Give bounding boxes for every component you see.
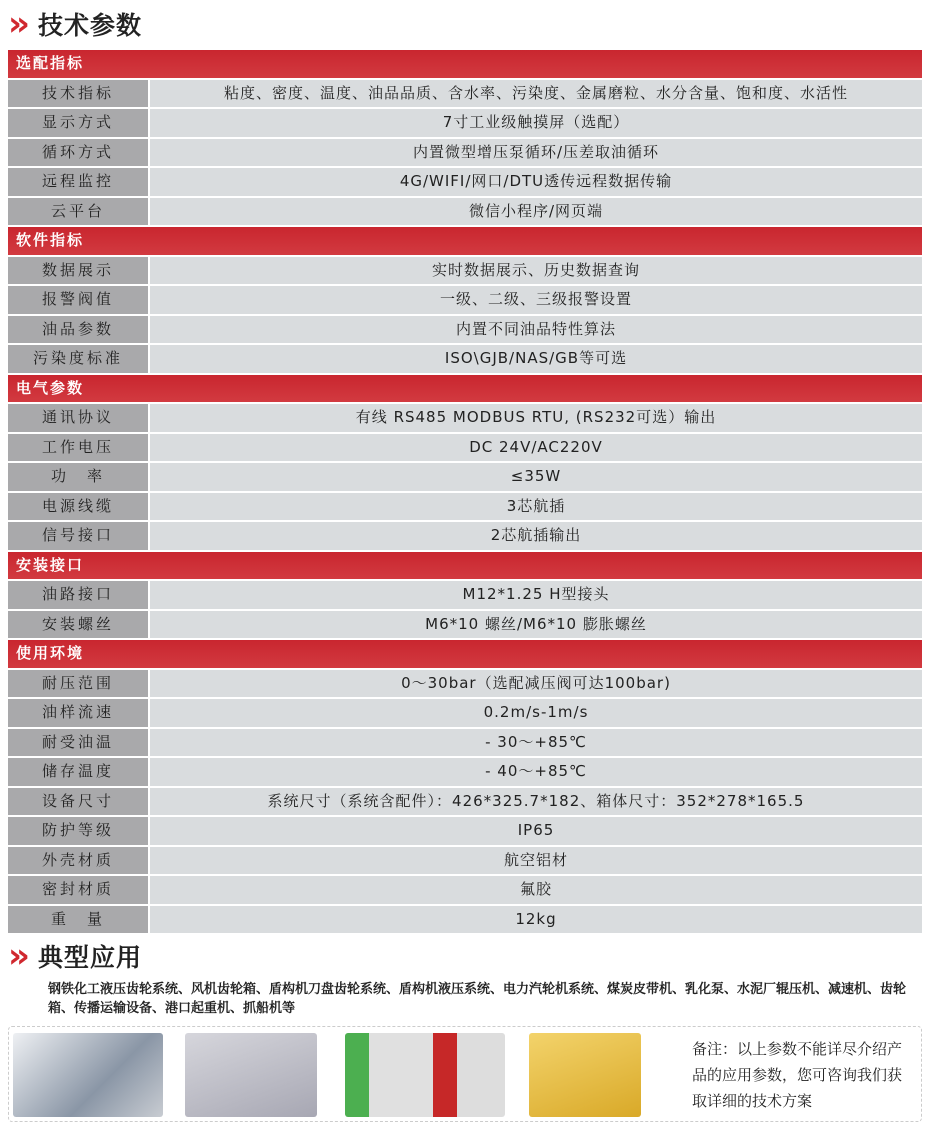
table-row — [8, 581, 922, 609]
row-value: 7寸工业级触摸屏（选配） — [150, 109, 922, 137]
table-row — [8, 670, 922, 698]
section-header: 软件指标 — [8, 227, 922, 255]
table-row — [8, 699, 922, 727]
row-value: - 40～+85℃ — [150, 758, 922, 786]
row-value: 0～30bar（选配减压阀可达100bar) — [150, 670, 922, 698]
row-label: 耐压范围 — [8, 670, 148, 698]
row-value: 4G/WIFI/网口/DTU透传远程数据传输 — [150, 168, 922, 196]
table-row — [8, 345, 922, 373]
table-row — [8, 404, 922, 432]
row-value: 2芯航插输出 — [150, 522, 922, 550]
row-value: 粘度、密度、温度、油品品质、含水率、污染度、金属磨粒、水分含量、饱和度、水活性 — [150, 80, 922, 108]
row-value: M6*10 螺丝/M6*10 膨胀螺丝 — [150, 611, 922, 639]
row-label: 远程监控 — [8, 168, 148, 196]
row-label: 重 量 — [8, 906, 148, 934]
row-label: 安装螺丝 — [8, 611, 148, 639]
row-label: 密封材质 — [8, 876, 148, 904]
row-value: 12kg — [150, 906, 922, 934]
row-label: 工作电压 — [8, 434, 148, 462]
row-label: 循环方式 — [8, 139, 148, 167]
table-row — [8, 257, 922, 285]
table-row — [8, 906, 922, 934]
section-header: 电气参数 — [8, 375, 922, 403]
section-header: 使用环境 — [8, 640, 922, 668]
section-header: 安装接口 — [8, 552, 922, 580]
table-row — [8, 788, 922, 816]
table-row — [8, 847, 922, 875]
row-value: 内置微型增压泵循环/压差取油循环 — [150, 139, 922, 167]
double-chevron-icon: » — [8, 4, 20, 44]
section-heading-tech-params — [8, 4, 142, 44]
row-label: 云平台 — [8, 198, 148, 226]
row-label: 设备尺寸 — [8, 788, 148, 816]
row-label: 通讯协议 — [8, 404, 148, 432]
row-value: IP65 — [150, 817, 922, 845]
row-label: 耐受油温 — [8, 729, 148, 757]
row-value: 一级、二级、三级报警设置 — [150, 286, 922, 314]
row-label: 储存温度 — [8, 758, 148, 786]
wind-turbine-gearbox-image — [13, 1033, 163, 1117]
row-value: 微信小程序/网页端 — [150, 198, 922, 226]
tunnel-boring-machine-image — [345, 1033, 505, 1117]
row-label: 显示方式 — [8, 109, 148, 137]
row-label: 油品参数 — [8, 316, 148, 344]
row-label: 油样流速 — [8, 699, 148, 727]
section-heading-applications — [8, 936, 142, 976]
row-label: 技术指标 — [8, 80, 148, 108]
row-value: 航空铝材 — [150, 847, 922, 875]
table-row — [8, 876, 922, 904]
row-label: 油路接口 — [8, 581, 148, 609]
applications-text: 钢铁化工液压齿轮系统、风机齿轮箱、盾构机刀盘齿轮系统、盾构机液压系统、电力汽轮机系统、煤炭皮带机、乳化泵、水泥厂辊压机、减速机、齿轮箱、传播运输设备、港口起重机、抓船机等 — [48, 982, 907, 1016]
turbine-unit-image — [185, 1033, 317, 1117]
row-label: 报警阀值 — [8, 286, 148, 314]
row-value: 3芯航插 — [150, 493, 922, 521]
row-value: 系统尺寸（系统含配件）：426*325.7*182、箱体尺寸：352*278*165.5 — [150, 788, 922, 816]
table-row — [8, 316, 922, 344]
table-row — [8, 198, 922, 226]
table-row — [8, 168, 922, 196]
table-row — [8, 493, 922, 521]
page-title: 技术参数 — [37, 11, 142, 40]
row-value: 实时数据展示、历史数据查询 — [150, 257, 922, 285]
table-row — [8, 80, 922, 108]
section-header: 选配指标 — [8, 50, 922, 78]
row-label: 污染度标准 — [8, 345, 148, 373]
row-label: 信号接口 — [8, 522, 148, 550]
row-label: 外壳材质 — [8, 847, 148, 875]
row-value: - 30～+85℃ — [150, 729, 922, 757]
table-row — [8, 611, 922, 639]
row-value: DC 24V/AC220V — [150, 434, 922, 462]
double-chevron-icon: » — [8, 936, 20, 976]
row-label: 电源线缆 — [8, 493, 148, 521]
row-label: 功 率 — [8, 463, 148, 491]
spec-table — [8, 50, 922, 935]
table-row — [8, 139, 922, 167]
row-value: 内置不同油品特性算法 — [150, 316, 922, 344]
row-value: M12*1.25 H型接头 — [150, 581, 922, 609]
remark-note: 备注：以上参数不能详尽介绍产品的应用参数，您可咨询我们获取详细的技术方案 — [692, 1040, 903, 1110]
table-row — [8, 109, 922, 137]
table-row — [8, 434, 922, 462]
applications-title: 典型应用 — [37, 943, 142, 972]
table-row — [8, 729, 922, 757]
table-row — [8, 522, 922, 550]
table-row — [8, 817, 922, 845]
row-label: 防护等级 — [8, 817, 148, 845]
hydraulic-machine-image — [529, 1033, 641, 1117]
table-row — [8, 758, 922, 786]
row-value: 有线 RS485 MODBUS RTU, (RS232可选）输出 — [150, 404, 922, 432]
row-label: 数据展示 — [8, 257, 148, 285]
row-value: ≤35W — [150, 463, 922, 491]
table-row — [8, 286, 922, 314]
table-row — [8, 463, 922, 491]
row-value: ISO\GJB/NAS/GB等可选 — [150, 345, 922, 373]
row-value: 氟胶 — [150, 876, 922, 904]
row-value: 0.2m/s-1m/s — [150, 699, 922, 727]
